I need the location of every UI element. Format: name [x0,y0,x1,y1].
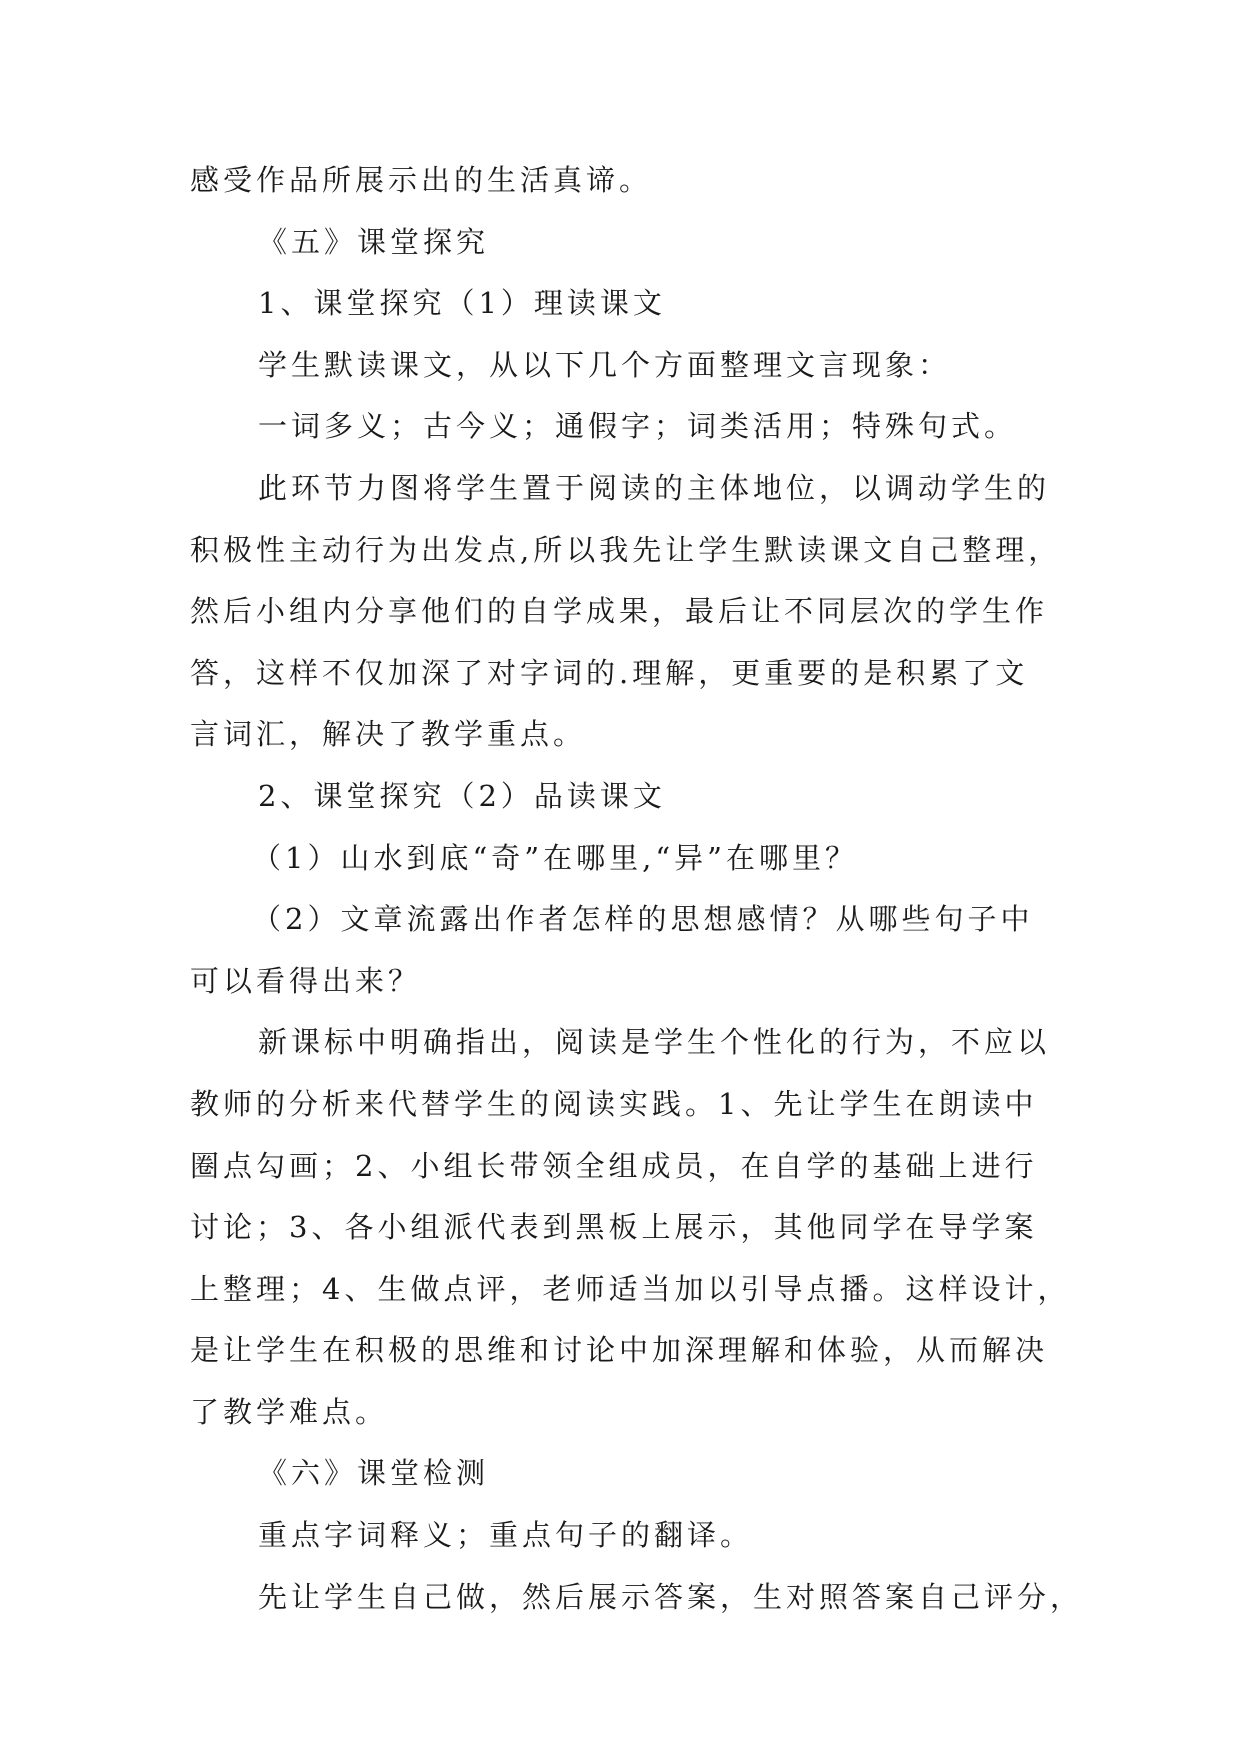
text-line: 上整理；4、生做点评，老师适当加以引导点播。这样设计， [190,1271,1071,1306]
subsection-heading: 1、课堂探究（1）理读课文 [258,286,666,321]
section-heading: 《五》课堂探究 [258,224,490,259]
text-line: 重点字词释义；重点句子的翻译。 [258,1518,754,1553]
question-line: （2）文章流露出作者怎样的思想感情？从哪些句子中 [252,902,1034,937]
text-line: 教师的分析来代替学生的阅读实践。1、先让学生在朗读中 [190,1086,1038,1121]
text-line: 先让学生自己做，然后展示答案，生对照答案自己评分， [258,1579,1084,1614]
text-line: 新课标中明确指出，阅读是学生个性化的行为，不应以 [258,1025,1051,1060]
text-line: 感受作品所展示出的生活真谛。 [190,163,653,197]
text-line: 可以看得出来？ [190,963,422,998]
subsection-heading: 2、课堂探究（2）品读课文 [258,778,666,813]
text-line: 言词汇，解决了教学重点。 [190,717,587,752]
section-heading: 《六》课堂检测 [258,1456,490,1491]
document-body [190,150,1084,1628]
text-line: 学生默读课文，从以下几个方面整理文言现象： [258,347,952,382]
text-line: 此环节力图将学生置于阅读的主体地位，以调动学生的 [258,470,1051,505]
text-line: 了教学难点。 [190,1394,389,1429]
text-line: 一词多义；古今义；通假字；词类活用；特殊句式。 [258,409,1018,444]
text-line: 积极性主动行为出发点,所以我先让学生默读课文自己整理， [190,532,1062,567]
text-line: 答，这样不仅加深了对字词的.理解，更重要的是积累了文 [190,655,1029,690]
text-line: 讨论；3、各小组派代表到黑板上展示，其他同学在导学案 [190,1210,1038,1245]
text-line: 是让学生在积极的思维和讨论中加深理解和体验，从而解决 [190,1333,1049,1368]
text-line: 然后小组内分享他们的自学成果，最后让不同层次的学生作 [190,594,1049,629]
text-line: 圈点勾画；2、小组长带领全组成员，在自学的基础上进行 [190,1148,1038,1183]
question-line: （1）山水到底“奇”在哪里,“异”在哪里？ [252,840,858,875]
